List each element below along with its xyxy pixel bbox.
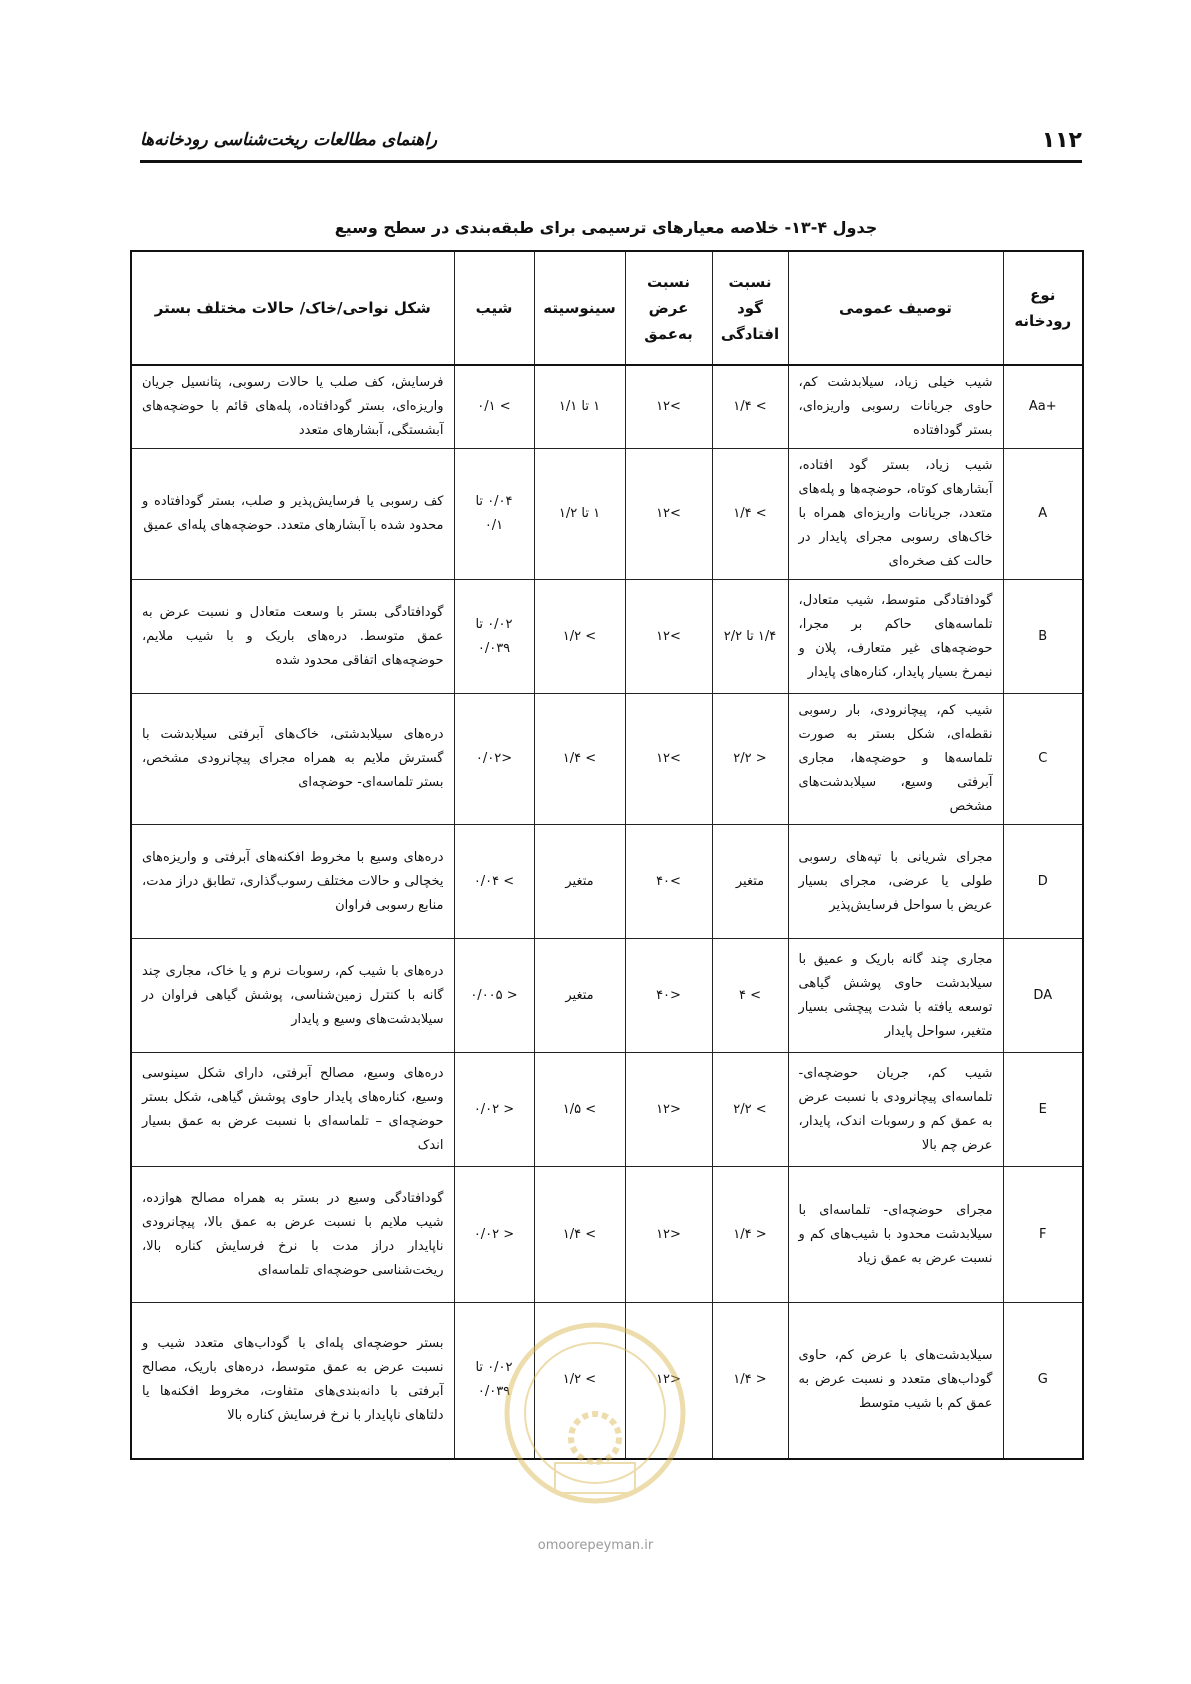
entrenchment-cell: < ۱/۴ — [712, 1167, 788, 1303]
sinuosity-cell: ۱ تا ۱/۱ — [534, 365, 625, 449]
slope-cell: ۰/۰۲ تا ۰/۰۳۹ — [454, 1303, 534, 1459]
watermark-grid — [555, 1463, 635, 1493]
slope-cell: > ۰/۰۴ — [454, 825, 534, 939]
width-depth-cell: <۱۲ — [625, 1303, 712, 1459]
river-type-cell: F — [1003, 1167, 1083, 1303]
table-row — [131, 1303, 1083, 1459]
landform-cell: کف رسوبی یا فرسایش‌پذیر و صلب، بستر گودافتاده و محدود شده با آبشارهای متعدد. حوضچه‌های پله‌ای عمیق — [131, 449, 454, 580]
sinuosity-cell: > ۱/۴ — [534, 1167, 625, 1303]
table-row — [131, 1167, 1083, 1303]
landform-cell: گودافتادگی بستر با وسعت متعادل و نسبت عرض به عمق متوسط. دره‌های باریک و با شیب ملایم، حوضچه‌های اتفاقی محدود شده — [131, 580, 454, 694]
entrenchment-cell: > ۱/۴ — [712, 449, 788, 580]
description-cell: مجرای حوضچه‌ای- تلماسه‌ای با سیلابدشت محدود با شیب‌های کم و نسبت عرض به عمق زیاد — [788, 1167, 1003, 1303]
header-slope: شیب — [454, 251, 534, 365]
river-type-cell: E — [1003, 1053, 1083, 1167]
table-caption: جدول ۴-۱۳- خلاصه معیارهای ترسیمی برای طبقه‌بندی در سطح وسیع — [334, 218, 878, 237]
sinuosity-cell: > ۱/۴ — [534, 694, 625, 825]
header-river-type: نوع رودخانه — [1003, 251, 1083, 365]
landform-cell: دره‌های با شیب کم، رسوبات نرم و یا خاک، مجاری چند گانه با کنترل زمین‌شناسی، پوشش گیاهی فراوان در سیلابدشت‌های وسیع و پایدار — [131, 939, 454, 1053]
header-sinuosity: سینوسیته — [534, 251, 625, 365]
width-depth-cell: <۱۲ — [625, 1053, 712, 1167]
description-cell: گودافتادگی متوسط، شیب متعادل، تلماسه‌های حاکم بر مجرا، حوضچه‌های غیر متعارف، پلان و نیمرخ بسیار پایدار، کناره‌های پایدار — [788, 580, 1003, 694]
entrenchment-cell: ۱/۴ تا ۲/۲ — [712, 580, 788, 694]
table-row — [131, 825, 1083, 939]
sinuosity-cell: > ۱/۲ — [534, 580, 625, 694]
landform-cell: دره‌های سیلابدشتی، خاک‌های آبرفتی سیلابدشت با گسترش ملایم به همراه مجرای پیچانرودی مشخص، بستر تلماسه‌ای- حوضچه‌ای — [131, 694, 454, 825]
slope-cell: < ۰/۰۲ — [454, 1167, 534, 1303]
landform-cell: فرسایش، کف صلب یا حالات رسوبی، پتانسیل جریان واریزه‌ای، بستر گودافتاده، پله‌های قائم با حوضچه‌های آبشستگی، آبشارهای متعدد — [131, 365, 454, 449]
table-row — [131, 365, 1083, 449]
entrenchment-cell: < ۱/۴ — [712, 1303, 788, 1459]
river-type-cell: DA — [1003, 939, 1083, 1053]
entrenchment-cell: > ۴ — [712, 939, 788, 1053]
entrenchment-cell: < ۲/۲ — [712, 694, 788, 825]
description-cell: شیب خیلی زیاد، سیلابدشت کم، حاوی جریانات رسوبی واریزه‌ای، بستر گودافتاده — [788, 365, 1003, 449]
width-depth-cell: >۱۲ — [625, 694, 712, 825]
running-title: راهنمای مطالعات ریخت‌شناسی رودخانه‌ها — [140, 130, 438, 150]
page-number: ۱۱۲ — [1041, 128, 1082, 153]
table-row — [131, 580, 1083, 694]
description-cell: سیلابدشت‌های با عرض کم، حاوی گوداب‌های متعدد و نسبت عرض به عمق کم با شیب متوسط — [788, 1303, 1003, 1459]
width-depth-cell: >۱۲ — [625, 449, 712, 580]
slope-cell: ۰/۰۲ تا ۰/۰۳۹ — [454, 580, 534, 694]
width-depth-cell: <۱۲ — [625, 1167, 712, 1303]
river-type-cell: B — [1003, 580, 1083, 694]
width-depth-cell: >۴۰ — [625, 825, 712, 939]
description-cell: شیب کم، جریان حوضچه‌ای- تلماسه‌ای پیچانرودی با نسبت عرض به عمق کم و رسوبات اندک، پایدار، عرض چم بالا — [788, 1053, 1003, 1167]
width-depth-cell: >۱۲ — [625, 365, 712, 449]
river-type-cell: Aa+ — [1003, 365, 1083, 449]
sinuosity-cell: > ۱/۵ — [534, 1053, 625, 1167]
width-depth-cell: <۴۰ — [625, 939, 712, 1053]
entrenchment-cell: > ۱/۴ — [712, 365, 788, 449]
table-header-row — [131, 251, 1083, 365]
slope-cell: < ۰/۰۰۵ — [454, 939, 534, 1053]
landform-cell: دره‌های وسیع با مخروط افکنه‌های آبرفتی و واریزه‌های یخچالی و حالات مختلف رسوب‌گذاری، تطابق دراز مدت، منابع رسوبی فراوان — [131, 825, 454, 939]
header-general-description: توصیف عمومی — [788, 251, 1003, 365]
entrenchment-cell: > ۲/۲ — [712, 1053, 788, 1167]
sinuosity-cell: متغیر — [534, 825, 625, 939]
classification-table — [130, 250, 1084, 1460]
header-entrenchment-ratio: نسبت گود افتادگی — [712, 251, 788, 365]
landform-cell: گودافتادگی وسیع در بستر به همراه مصالح هوازده، شیب ملایم با نسبت عرض به عمق بالا، پیچانرودی ناپایدار دراز مدت با نرخ فرسایش کناره بالا، ریخت‌شناسی حوضچه‌ای تلماسه‌ای — [131, 1167, 454, 1303]
table-row — [131, 694, 1083, 825]
river-type-cell: A — [1003, 449, 1083, 580]
landform-cell: دره‌های وسیع، مصالح آبرفتی، دارای شکل سینوسی وسیع، کناره‌های پایدار حاوی پوشش گیاهی، شکل بستر حوضچه‌ای – تلماسه‌ای با نسبت عرض به عمق بسیار اندک — [131, 1053, 454, 1167]
description-cell: مجاری چند گانه باریک و عمیق با سیلابدشت حاوی پوشش گیاهی توسعه یافته با شدت پیچشی بسیار متغیر، سواحل پایدار — [788, 939, 1003, 1053]
page-header — [140, 122, 1082, 163]
sinuosity-cell: > ۱/۲ — [534, 1303, 625, 1459]
river-type-cell: C — [1003, 694, 1083, 825]
header-width-depth-ratio: نسبت عرض به‌عمق — [625, 251, 712, 365]
table-row — [131, 939, 1083, 1053]
description-cell: شیب کم، پیچانرودی، بار رسوبی نقطه‌ای، شکل بستر به صورت تلماسه‌ها و حوضچه‌ها، مجاری آبرفتی وسیع، سیلابدشت‌های مشخص — [788, 694, 1003, 825]
watermark-text: omoorepeyman.ir — [537, 1538, 654, 1553]
table-row — [131, 449, 1083, 580]
landform-cell: بستر حوضچه‌ای پله‌ای با گوداب‌های متعدد شیب و نسبت عرض به عمق متوسط، دره‌های باریک، مصالح آبرفتی با دانه‌بندی‌های متفاوت، مخروط افکنه‌ها یا دلتاهای ناپایدار با نرخ فرسایش کناره بالا — [131, 1303, 454, 1459]
description-cell: شیب زیاد، بستر گود افتاده، آبشارهای کوتاه، حوضچه‌ها و پله‌های متعدد، جریانات واریزه‌ای همراه با خاک‌های رسوبی مجرای پایدار در حالت کف صخره‌ای — [788, 449, 1003, 580]
width-depth-cell: >۱۲ — [625, 580, 712, 694]
river-type-cell: D — [1003, 825, 1083, 939]
sinuosity-cell: متغیر — [534, 939, 625, 1053]
slope-cell: ۰/۰۴ تا ۰/۱ — [454, 449, 534, 580]
description-cell: مجرای شریانی با تپه‌های رسوبی طولی یا عرضی، مجرای بسیار عریض با سواحل فرسایش‌پذیر — [788, 825, 1003, 939]
sinuosity-cell: ۱ تا ۱/۲ — [534, 449, 625, 580]
entrenchment-cell: متغیر — [712, 825, 788, 939]
slope-cell: < ۰/۰۲ — [454, 1053, 534, 1167]
header-landform: شکل نواحی/خاک/ حالات مختلف بستر — [131, 251, 454, 365]
river-type-cell: G — [1003, 1303, 1083, 1459]
slope-cell: <۰/۰۲ — [454, 694, 534, 825]
table-row — [131, 1053, 1083, 1167]
slope-cell: > ۰/۱ — [454, 365, 534, 449]
